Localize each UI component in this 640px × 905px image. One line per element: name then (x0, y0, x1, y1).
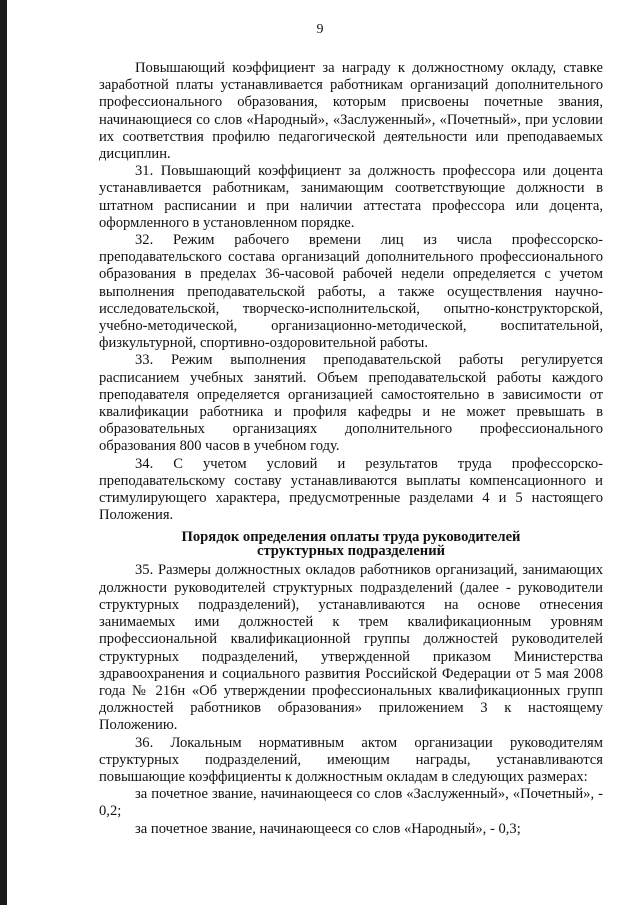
list-item-honored-title: за почетное звание, начинающееся со слов «Заслуженный», «Почетный», - 0,2; (99, 786, 603, 820)
paragraph-34: 34. С учетом условий и результатов труда профессорско-преподавательскому составу устанавливаются выплаты компенсационного и стимулирующего характера, предусмотренные разделами 4 и 5 настоящего Положения. (99, 455, 603, 524)
scan-edge-bar (0, 0, 7, 905)
paragraph-35: 35. Размеры должностных окладов работников организаций, занимающих должности руководителей структурных подразделений (далее - руководители структурных подразделений), устанавливаются на основе отнесения занимаемых ими должностей к трем квалификационным уровням профессиональной квалификационной группы должностей руководителей структурных подразделений, утвержденной приказом Министерства здравоохранения и социального развития Российской Федерации от 5 мая 2008 года № 216н «Об утверждении профессиональных квалификационных групп должностей работников образования» приложением 3 к настоящему Положению. (99, 562, 603, 734)
list-item-peoples-title: за почетное звание, начинающееся со слов «Народный», - 0,3; (135, 820, 521, 837)
section-title (99, 530, 603, 558)
section-title-line-1: Порядок определения оплаты труда руководителей (181, 529, 521, 546)
paragraph-award-coefficient: Повышающий коэффициент за награду к должностному окладу, ставке заработной платы устанавливается работникам организаций дополнительного профессионального образования, которым присвоены почетные звания, начинающиеся со слов «Народный», «Заслуженный», «Почетный», при условии их соответствия профилю педагогической деятельности или преподаваемых дисциплин. (99, 60, 603, 163)
paragraph-33: 33. Режим выполнения преподавательской работы регулируется расписанием учебных занятий. Объем преподавательской работы каждого преподавателя определяется организацией самостоятельно в зависимости от квалификации работника и профиля кафедры и не может превышать в образовательных организациях дополнительного профессионального образования 800 часов в учебном году. (99, 352, 603, 455)
paragraph-31: 31. Повышающий коэффициент за должность профессора или доцента устанавливается работникам, занимающим соответствующие должности в штатном расписании и при наличии аттестата профессора или доцента, оформленного в установленном порядке. (99, 163, 603, 231)
page-number: 9 (316, 22, 324, 37)
paragraph-36: 36. Локальным нормативным актом организации руководителям структурных подразделений, имеющим награды, устанавливаются повышающие коэффициенты к должностным окладам в следующих размерах: (99, 734, 603, 785)
section-title-line-2: структурных подразделений (256, 543, 446, 560)
paragraph-32: 32. Режим рабочего времени лиц из числа профессорско-преподавательского состава организаций дополнительного профессионального образования в пределах 36-часовой рабочей недели определяется с учетом выполнения преподавательской работы, а также осуществления научно-исследовательской, творческо-исполнительской, опытно-конструкторской, учебно-методической, организационно-методической, воспитательной, физкультурной, спортивно-оздоровительной работы. (99, 232, 603, 352)
document-body (99, 60, 603, 838)
